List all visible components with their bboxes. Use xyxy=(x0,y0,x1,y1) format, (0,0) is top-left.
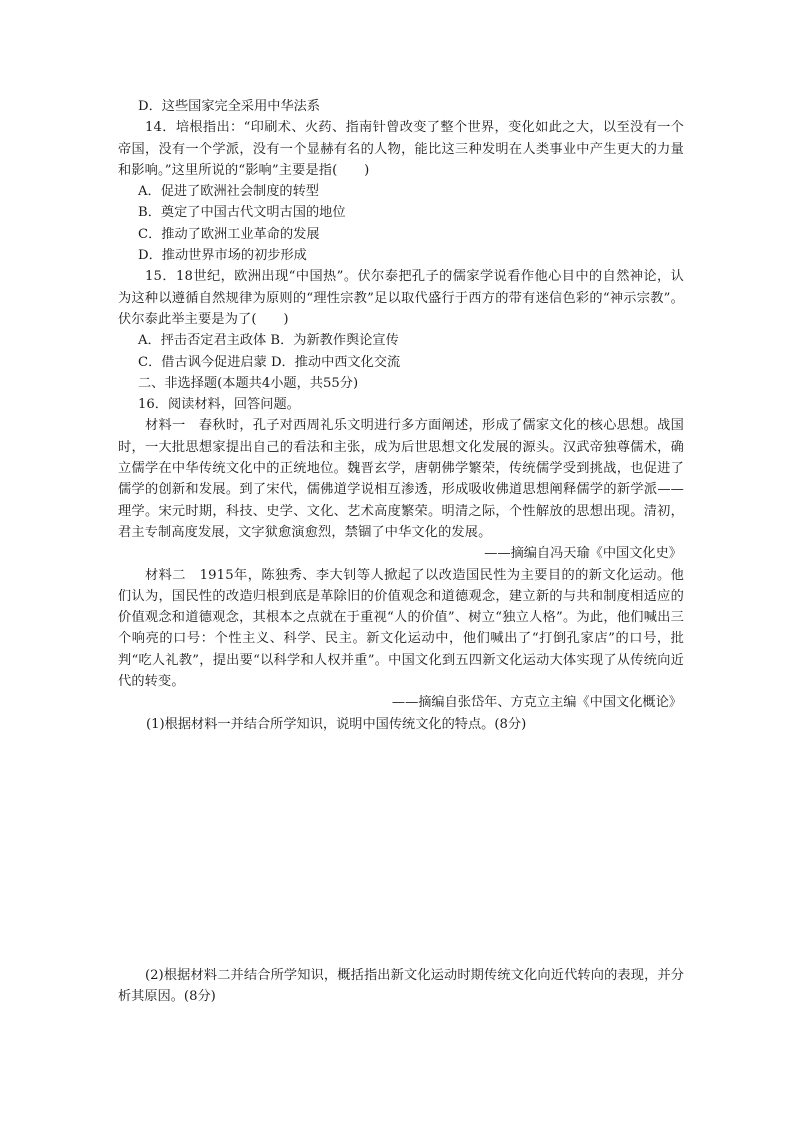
material-2: 材料二 1915年，陈独秀、李大钊等人掀起了以改造国民性为主要目的的新文化运动。他们认为，国民性的改造归根到底是革除旧的价值观念和道德观念，建立新的与共和制度相适应的价值观念和道德观念，其根本之点就在于重视“人的价值”、树立“独立人格”。为此，他们喊出三个响亮的口号：个性主义、科学、民主。新文化运动中，他们喊出了“打倒孔家店”的口号，批判“吃人礼教”，提出要“以科学和人权并重”。中国文化到五四新文化运动大体实现了从传统向近代的转变。 xyxy=(118,567,684,690)
question-15-stem: 15．18世纪，欧洲出现“中国热”。伏尔泰把孔子的儒家学说看作他心目中的自然神论，认为这种以遵循自然规律为原则的“理性宗教”足以取代盛行于西方的带有迷信色彩的“神示宗教”。伏尔泰此举主要是为了( ) xyxy=(118,269,684,327)
question-14-option-d: D．推动世界市场的初步形成 xyxy=(138,248,307,264)
material-2-source: ——摘编自张岱年、方克立主编《中国文化概论》 xyxy=(391,695,682,711)
question-14-stem: 14．培根指出：“印刷术、火药、指南针曾改变了整个世界，变化如此之大，以至没有一个帝国，没有一个学派，没有一个显赫有名的人物，能比这三种发明在人类事业中产生更大的力量和影响。”这里所说的“影响”主要是指( ) xyxy=(118,120,684,178)
question-15-options-ab: A．抨击否定君主政体 B．为新教作舆论宣传 xyxy=(138,333,399,349)
material-1-source: ——摘编自冯天瑜《中国文化史》 xyxy=(484,546,682,562)
section-2-heading: 二、非选择题(本题共4小题，共55分) xyxy=(138,375,359,391)
question-16-stem: 16．阅读材料，回答问题。 xyxy=(138,397,300,413)
question-16 xyxy=(118,394,684,1007)
sub-question-1: (1)根据材料一并结合所学知识，说明中国传统文化的特点。(8分) xyxy=(146,716,527,732)
question-14-option-b: B．奠定了中国古代文明古国的地位 xyxy=(138,205,346,221)
material-1: 材料一 春秋时，孔子对西周礼乐文明进行多方面阐述，形成了儒家文化的核心思想。战国时，一大批思想家提出自己的看法和主张，成为后世思想文化发展的源头。汉武帝独尊儒术，确立儒学在中华传统文化中的正统地位。魏晋玄学，唐朝佛学繁荣，传统儒学受到挑战，也促进了儒学的创新和发展。到了宋代，儒佛道学说相互渗透，形成吸收佛道思想阐释儒学的新学派——理学。宋元时期，科技、史学、文化、艺术高度繁荣。明清之际，个性解放的思想出现。清初，君主专制高度发展，文字狱愈演愈烈，禁锢了中华文化的发展。 xyxy=(118,418,684,540)
sub-question-2: (2)根据材料二并结合所学知识，概括指出新文化运动时期传统文化向近代转向的表现，并分析其原因。(8分) xyxy=(118,967,684,1005)
question-14-option-c: C．推动了欧洲工业革命的发展 xyxy=(138,226,320,242)
question-15-options-cd: C．借古讽今促进启蒙 D．推动中西文化交流 xyxy=(138,354,401,370)
answer-space-1[interactable] xyxy=(118,735,684,965)
question-15 xyxy=(118,266,684,372)
question-14 xyxy=(118,117,684,266)
question-14-option-a: A．促进了欧洲社会制度的转型 xyxy=(138,184,319,200)
prev-question-option-d: D．这些国家完全采用中华法系 xyxy=(138,99,321,114)
exam-page xyxy=(118,96,684,1008)
